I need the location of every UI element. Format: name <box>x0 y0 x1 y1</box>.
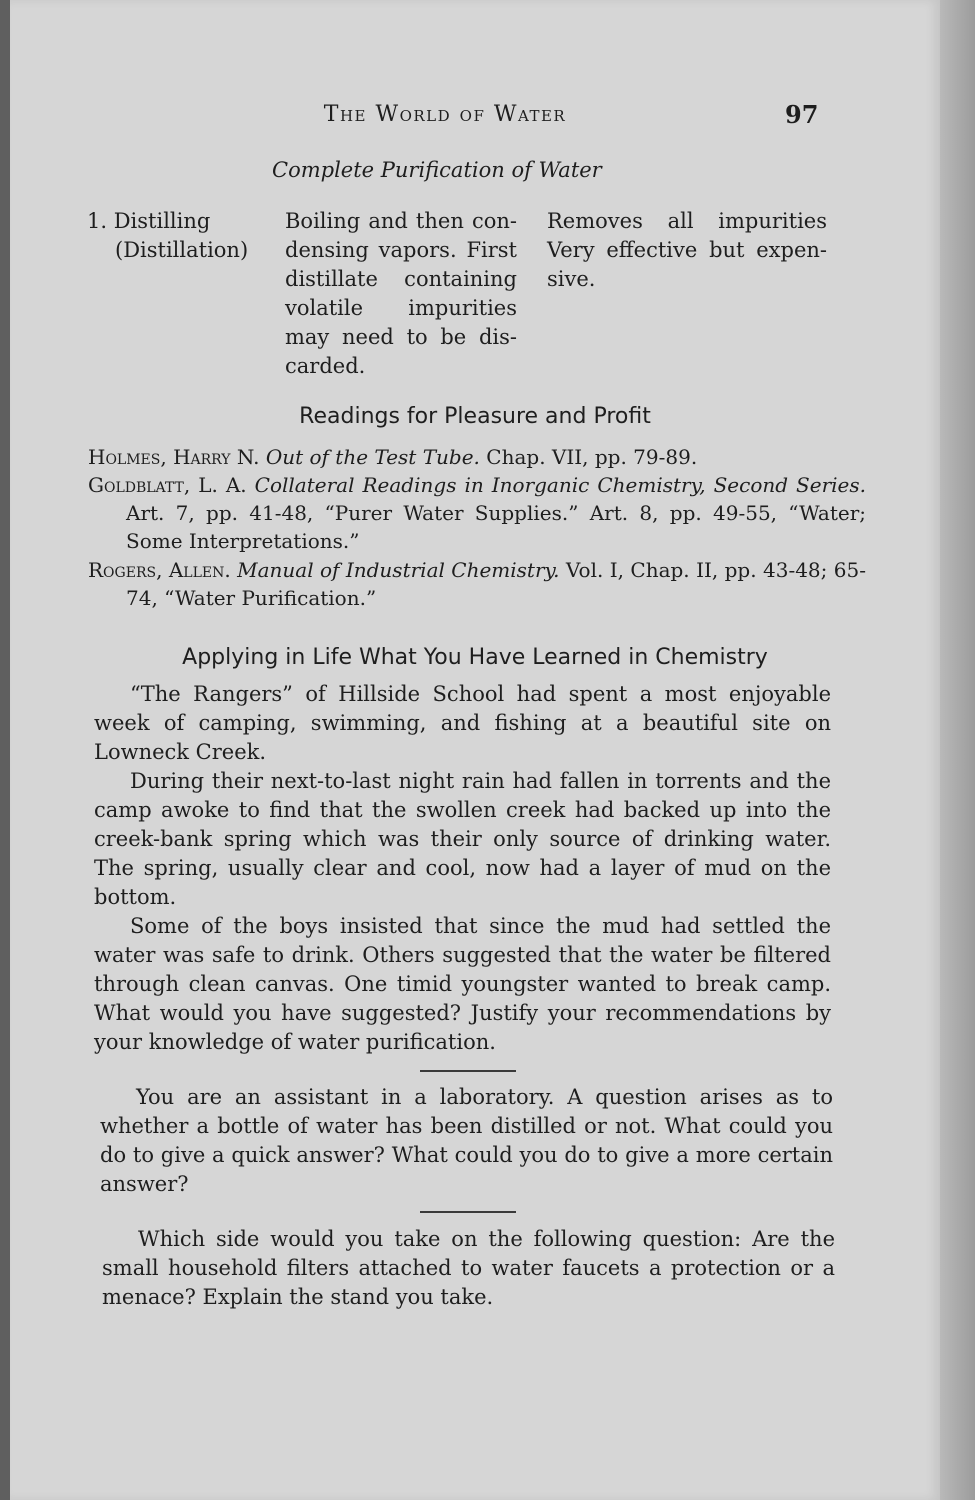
reading-author: Rogers, Allen. <box>88 558 231 582</box>
running-head <box>10 100 940 134</box>
reading-title: Out of the Test Tube. <box>265 445 480 469</box>
reading-details: Art. 7, pp. 41-48, “Purer Water Supplies.” Art. 8, pp. 49-55, “Water; Some Interpretations.” <box>126 501 866 553</box>
reading-entry <box>88 443 866 471</box>
paragraph: “The Rangers” of Hillside School had spent a most enjoyable week of camping, swimming, and fishing at a beautiful site on Lowneck Creek. <box>94 682 831 764</box>
method-line: 1. Distilling <box>87 209 211 233</box>
table-caption: Complete Purification of Water <box>272 158 602 182</box>
applying-section <box>94 680 831 1057</box>
question-lab <box>100 1083 833 1199</box>
section-divider <box>420 1211 516 1213</box>
table-cell-effect <box>547 207 827 294</box>
reading-entry <box>88 471 866 555</box>
page-edge <box>940 0 975 1500</box>
section-divider <box>420 1070 516 1072</box>
table-cell-description <box>285 207 517 381</box>
paragraph: Some of the boys insisted that since the mud had settled the water was safe to drink. Others suggested that the water be filtered through clean canvas. One timid youngster wanted to break camp. What would you have suggested? Justify your recommendations by your knowledge of water purification. <box>94 914 831 1054</box>
method-line: (Distillation) <box>115 238 249 262</box>
reading-details: Vol. I, Chap. II, pp. 43-48; 65-74, “Water Purification.” <box>126 558 866 610</box>
description-line: densing vapors. First <box>285 238 517 262</box>
description-line: volatile impurities <box>285 296 517 320</box>
paragraph: During their next-to-last night rain had fallen in torrents and the camp awoke to find that the swollen creek had backed up into the creek-bank spring which was their only source of drinking water. The spring, usually clear and cool, now had a layer of mud on the bottom. <box>94 769 831 909</box>
page-number: 97 <box>785 100 819 129</box>
left-margin-shadow <box>0 0 10 1500</box>
description-line: may need to be dis- <box>285 325 517 349</box>
readings-heading: Readings for Pleasure and Profit <box>299 404 651 429</box>
applying-heading: Applying in Life What You Have Learned in Chemistry <box>182 645 768 670</box>
effect-line: Removes all impurities <box>547 209 827 233</box>
reading-title: Collateral Readings in Inorganic Chemistry, Second Series. <box>254 473 867 497</box>
book-page <box>10 0 940 1500</box>
reading-details: Chap. VII, pp. 79-89. <box>479 445 698 469</box>
effect-line: sive. <box>547 267 596 291</box>
paragraph: You are an assistant in a laboratory. A question arises as to whether a bottle of water has been distilled or not. What could you do to give a quick answer? What could you do to give a more certain answer? <box>100 1085 833 1196</box>
reading-author: Goldblatt, L. A. <box>88 473 247 497</box>
table-cell-method <box>87 207 248 265</box>
paragraph: Which side would you take on the following question: Are the small household filters attached to water faucets a protection or a menace? Explain the stand you take. <box>102 1227 835 1309</box>
running-head-title: The World of Water <box>323 102 567 127</box>
reading-author: Holmes, Harry N. <box>88 445 260 469</box>
effect-line: Very effective but expen- <box>547 238 827 262</box>
description-line: Boiling and then con- <box>285 209 517 233</box>
description-line: carded. <box>285 354 366 378</box>
description-line: distillate containing <box>285 267 517 291</box>
reading-entry <box>88 556 866 612</box>
question-filters <box>102 1225 835 1312</box>
reading-title: Manual of Industrial Chemistry. <box>237 558 560 582</box>
